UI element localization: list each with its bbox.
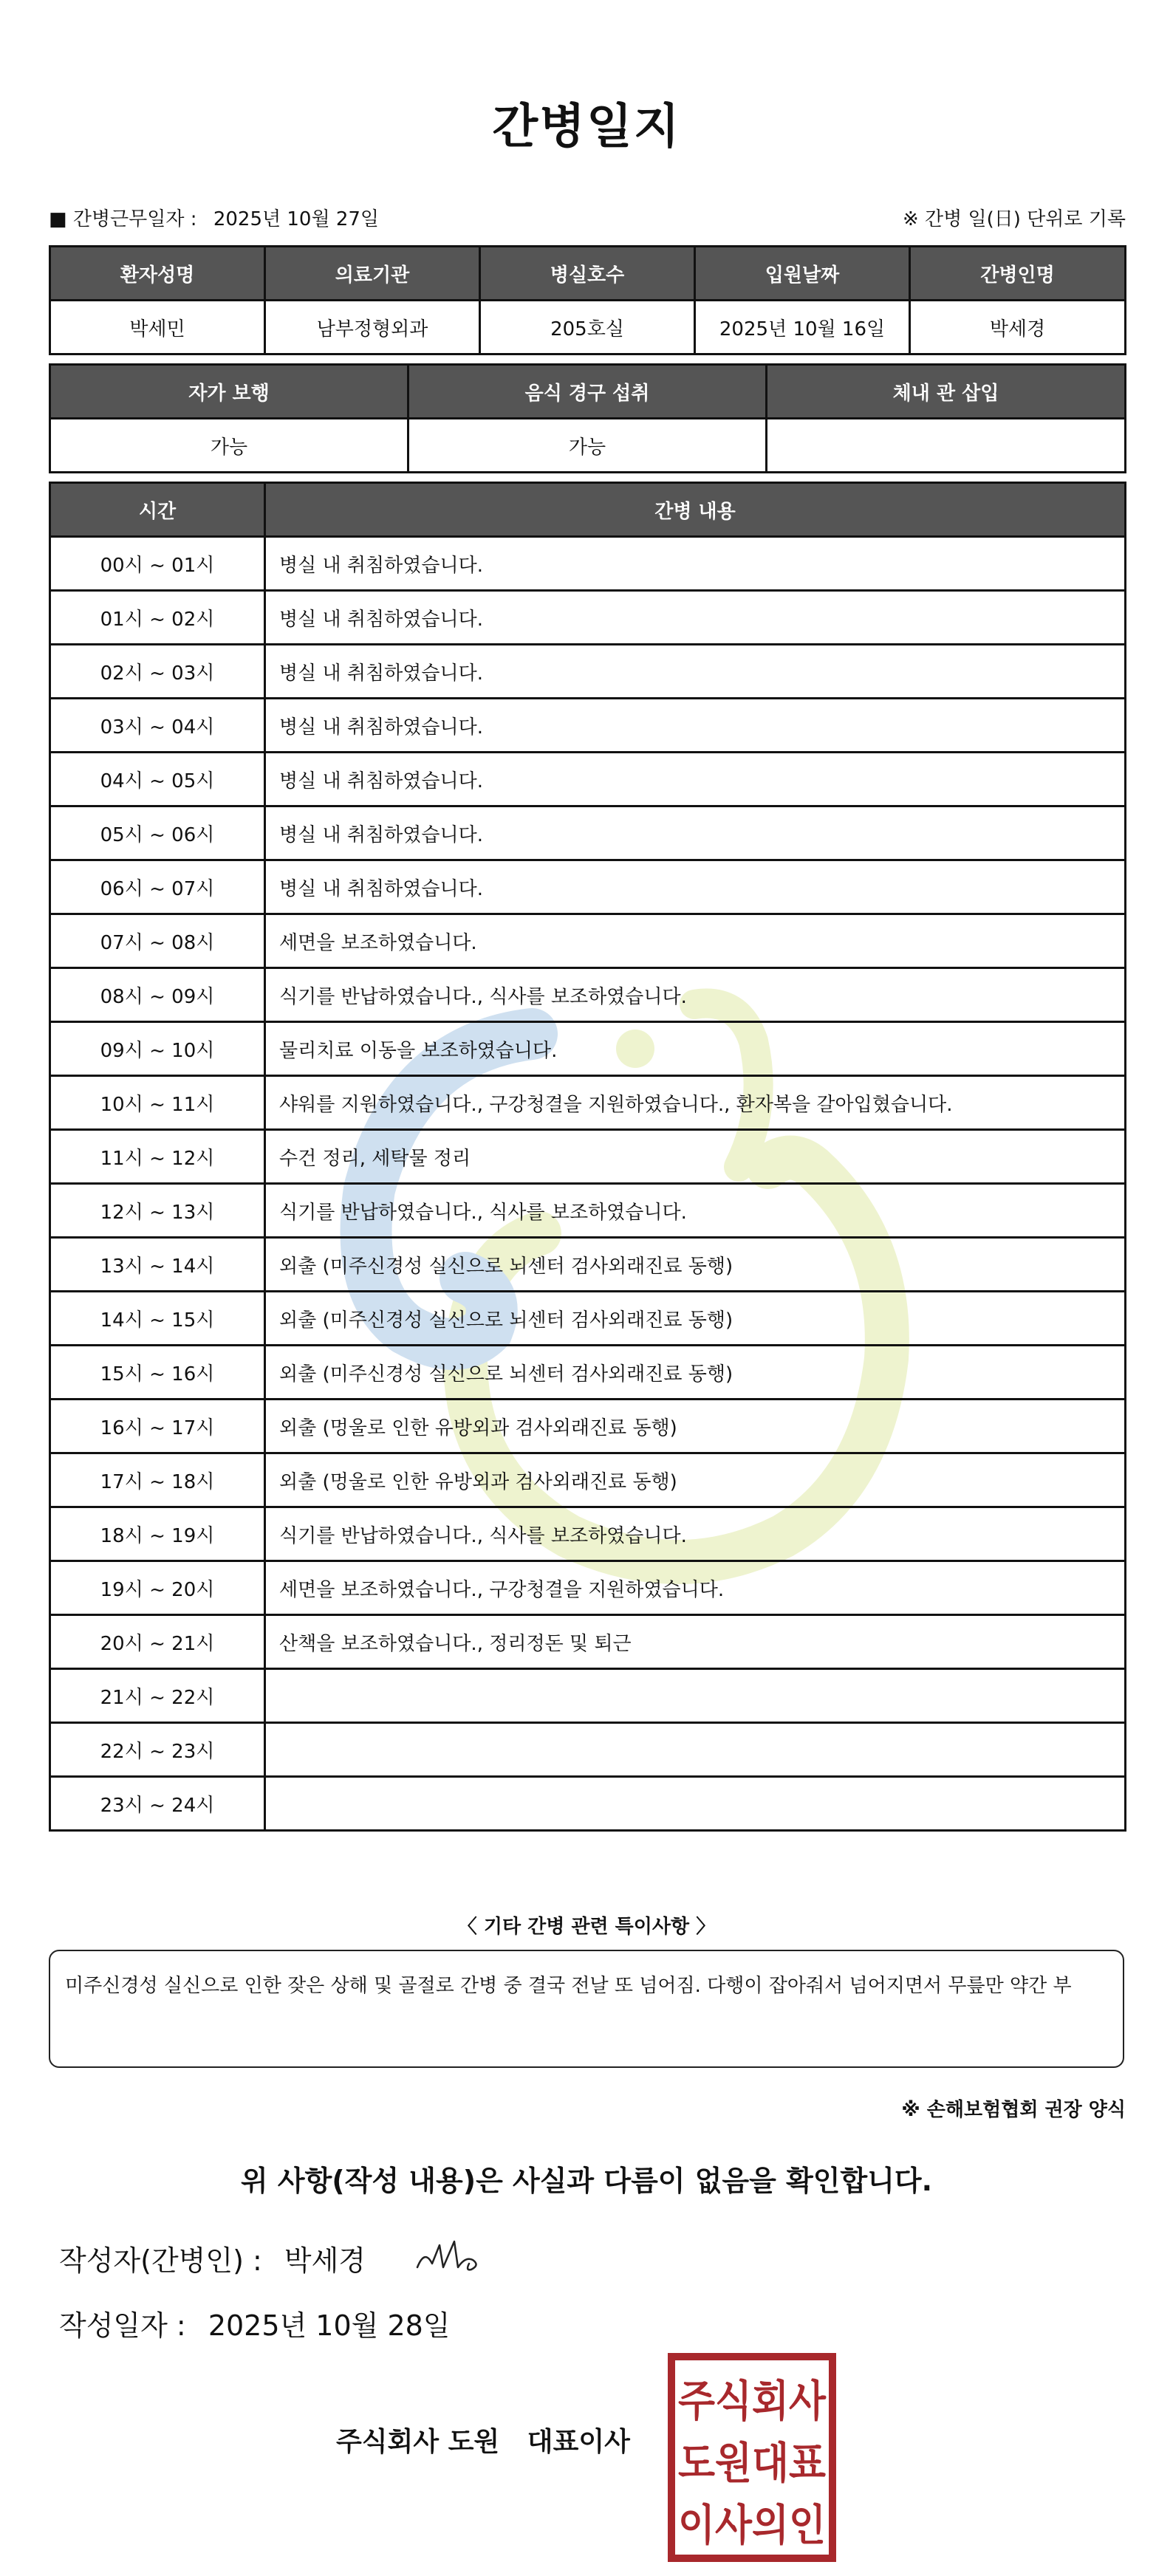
patient-status-header-row bbox=[50, 365, 1126, 419]
time-cell: 10시 ~ 11시 bbox=[50, 1076, 265, 1130]
written-date-label: 작성일자 : bbox=[59, 2309, 186, 2342]
care-content-cell: 병실 내 취침하였습니다. bbox=[265, 753, 1126, 806]
table-row bbox=[50, 1615, 1126, 1669]
table-row bbox=[50, 1400, 1126, 1453]
patient-info-value-row bbox=[50, 301, 1126, 354]
written-date-line bbox=[59, 2303, 451, 2343]
header-care-content: 간병 내용 bbox=[265, 483, 1126, 537]
daily-record-note: ※ 간병 일(日) 단위로 기록 bbox=[902, 208, 1126, 230]
time-cell: 12시 ~ 13시 bbox=[50, 1184, 265, 1238]
header-patient-name: 환자성명 bbox=[50, 247, 265, 301]
care-content-cell: 병실 내 취침하였습니다. bbox=[265, 806, 1126, 860]
care-content-cell: 병실 내 취침하였습니다. bbox=[265, 591, 1126, 645]
time-cell: 02시 ~ 03시 bbox=[50, 645, 265, 699]
signature-mark bbox=[414, 2234, 495, 2278]
care-content-cell: 외출 (미주신경성 실신으로 뇌센터 검사외래진료 동행) bbox=[265, 1292, 1126, 1346]
time-cell: 09시 ~ 10시 bbox=[50, 1022, 265, 1076]
header-tube-insertion: 체내 관 삽입 bbox=[767, 365, 1126, 419]
time-cell: 06시 ~ 07시 bbox=[50, 860, 265, 914]
page-title: 간병일지 bbox=[492, 100, 681, 154]
company-representative: 주식회사 도원 대표이사 bbox=[336, 2427, 630, 2457]
patient-status-value-row bbox=[50, 419, 1126, 473]
table-row bbox=[50, 753, 1126, 806]
recommended-form-note: ※ 손해보험협회 권장 양식 bbox=[901, 2099, 1126, 2121]
care-content-cell: 외출 (미주신경성 실신으로 뇌센터 검사외래진료 동행) bbox=[265, 1238, 1126, 1292]
care-content-cell: 외출 (멍울로 인한 유방외과 검사외래진료 동행) bbox=[265, 1453, 1126, 1507]
care-content-cell: 식기를 반납하였습니다., 식사를 보조하였습니다. bbox=[265, 968, 1126, 1022]
table-row bbox=[50, 1292, 1126, 1346]
time-cell: 18시 ~ 19시 bbox=[50, 1507, 265, 1561]
company-seal bbox=[667, 2352, 837, 2563]
header-room: 병실호수 bbox=[480, 247, 695, 301]
time-cell: 08시 ~ 09시 bbox=[50, 968, 265, 1022]
time-cell: 05시 ~ 06시 bbox=[50, 806, 265, 860]
care-content-cell bbox=[265, 1723, 1126, 1777]
time-cell: 22시 ~ 23시 bbox=[50, 1723, 265, 1777]
time-cell: 01시 ~ 02시 bbox=[50, 591, 265, 645]
seal-line-2: 도원대표 bbox=[678, 2438, 826, 2488]
time-cell: 07시 ~ 08시 bbox=[50, 914, 265, 968]
patient-info-table bbox=[49, 245, 1126, 355]
oral-intake-value: 가능 bbox=[408, 419, 767, 473]
table-row bbox=[50, 1723, 1126, 1777]
header-oral-intake: 음식 경구 섭취 bbox=[408, 365, 767, 419]
care-content-cell: 세면을 보조하였습니다. bbox=[265, 914, 1126, 968]
table-row bbox=[50, 1022, 1126, 1076]
hospital-value: 남부정형외과 bbox=[265, 301, 480, 354]
self-walking-value: 가능 bbox=[50, 419, 408, 473]
table-row bbox=[50, 1130, 1126, 1184]
care-date-label: ■ 간병근무일자 : bbox=[49, 208, 197, 230]
time-cell: 19시 ~ 20시 bbox=[50, 1561, 265, 1615]
table-row bbox=[50, 914, 1126, 968]
care-content-cell bbox=[265, 1777, 1126, 1831]
remarks-text: 미주신경성 실신으로 인한 잦은 상해 및 골절로 간병 중 결국 전날 또 넘어짐. 다행이 잡아줘서 넘어지면서 무릎만 약간 부 bbox=[65, 1975, 1072, 1997]
care-content-cell bbox=[265, 1669, 1126, 1723]
table-row bbox=[50, 537, 1126, 591]
table-row bbox=[50, 699, 1126, 753]
care-log-table bbox=[49, 482, 1126, 1832]
table-row bbox=[50, 1346, 1126, 1400]
time-cell: 16시 ~ 17시 bbox=[50, 1400, 265, 1453]
table-row bbox=[50, 591, 1126, 645]
time-cell: 04시 ~ 05시 bbox=[50, 753, 265, 806]
patient-info-header-row bbox=[50, 247, 1126, 301]
care-content-cell: 병실 내 취침하였습니다. bbox=[265, 537, 1126, 591]
care-content-cell: 외출 (멍울로 인한 유방외과 검사외래진료 동행) bbox=[265, 1400, 1126, 1453]
caregiver-name-value: 박세경 bbox=[910, 301, 1126, 354]
care-date-value: 2025년 10월 27일 bbox=[213, 208, 380, 230]
care-content-cell: 물리치료 이동을 보조하였습니다. bbox=[265, 1022, 1126, 1076]
writer-label: 작성자(간병인) : bbox=[59, 2244, 262, 2277]
table-row bbox=[50, 1507, 1126, 1561]
patient-status-table bbox=[49, 363, 1126, 473]
table-row bbox=[50, 1184, 1126, 1238]
written-date-value: 2025년 10월 28일 bbox=[208, 2309, 451, 2342]
room-value: 205호실 bbox=[480, 301, 695, 354]
table-row bbox=[50, 968, 1126, 1022]
admission-date-value: 2025년 10월 16일 bbox=[695, 301, 910, 354]
care-content-cell: 식기를 반납하였습니다., 식사를 보조하였습니다. bbox=[265, 1184, 1126, 1238]
table-row bbox=[50, 645, 1126, 699]
table-row bbox=[50, 1238, 1126, 1292]
time-cell: 15시 ~ 16시 bbox=[50, 1346, 265, 1400]
patient-name-value: 박세민 bbox=[50, 301, 265, 354]
header-admission-date: 입원날짜 bbox=[695, 247, 910, 301]
care-content-cell: 식기를 반납하였습니다., 식사를 보조하였습니다. bbox=[265, 1507, 1126, 1561]
time-cell: 11시 ~ 12시 bbox=[50, 1130, 265, 1184]
seal-line-3: 이사의인 bbox=[678, 2500, 826, 2550]
seal-line-1: 주식회사 bbox=[678, 2376, 827, 2426]
header-self-walking: 자가 보행 bbox=[50, 365, 408, 419]
tube-insertion-value bbox=[767, 419, 1126, 473]
table-row bbox=[50, 860, 1126, 914]
table-row bbox=[50, 1777, 1126, 1831]
header-caregiver-name: 간병인명 bbox=[910, 247, 1126, 301]
table-row bbox=[50, 1669, 1126, 1723]
time-cell: 13시 ~ 14시 bbox=[50, 1238, 265, 1292]
header-time: 시간 bbox=[50, 483, 265, 537]
confirmation-statement: 위 사항(작성 내용)은 사실과 다름이 없음을 확인합니다. bbox=[240, 2165, 933, 2197]
table-row bbox=[50, 1561, 1126, 1615]
time-cell: 20시 ~ 21시 bbox=[50, 1615, 265, 1669]
header-hospital: 의료기관 bbox=[265, 247, 480, 301]
time-cell: 14시 ~ 15시 bbox=[50, 1292, 265, 1346]
care-content-cell: 수건 정리, 세탁물 정리 bbox=[265, 1130, 1126, 1184]
time-cell: 03시 ~ 04시 bbox=[50, 699, 265, 753]
time-cell: 23시 ~ 24시 bbox=[50, 1777, 265, 1831]
remarks-box bbox=[49, 1950, 1124, 2068]
care-content-cell: 샤워를 지원하였습니다., 구강청결을 지원하였습니다., 환자복을 갈아입혔습니다. bbox=[265, 1076, 1126, 1130]
table-row bbox=[50, 806, 1126, 860]
care-content-cell: 외출 (미주신경성 실신으로 뇌센터 검사외래진료 동행) bbox=[265, 1346, 1126, 1400]
table-row bbox=[50, 1453, 1126, 1507]
table-row bbox=[50, 1076, 1126, 1130]
time-cell: 00시 ~ 01시 bbox=[50, 537, 265, 591]
time-cell: 21시 ~ 22시 bbox=[50, 1669, 265, 1723]
care-content-cell: 산책을 보조하였습니다., 정리정돈 및 퇴근 bbox=[265, 1615, 1126, 1669]
writer-name: 박세경 bbox=[284, 2244, 366, 2277]
writer-line bbox=[59, 2238, 366, 2278]
care-content-cell: 병실 내 취침하였습니다. bbox=[265, 860, 1126, 914]
care-content-cell: 병실 내 취침하였습니다. bbox=[265, 645, 1126, 699]
remarks-title: 〈 기타 간병 관련 특이사항 〉 bbox=[457, 1916, 716, 1938]
time-cell: 17시 ~ 18시 bbox=[50, 1453, 265, 1507]
care-log-header-row bbox=[50, 483, 1126, 537]
care-content-cell: 병실 내 취침하였습니다. bbox=[265, 699, 1126, 753]
care-date-line bbox=[49, 204, 379, 231]
care-content-cell: 세면을 보조하였습니다., 구강청결을 지원하였습니다. bbox=[265, 1561, 1126, 1615]
